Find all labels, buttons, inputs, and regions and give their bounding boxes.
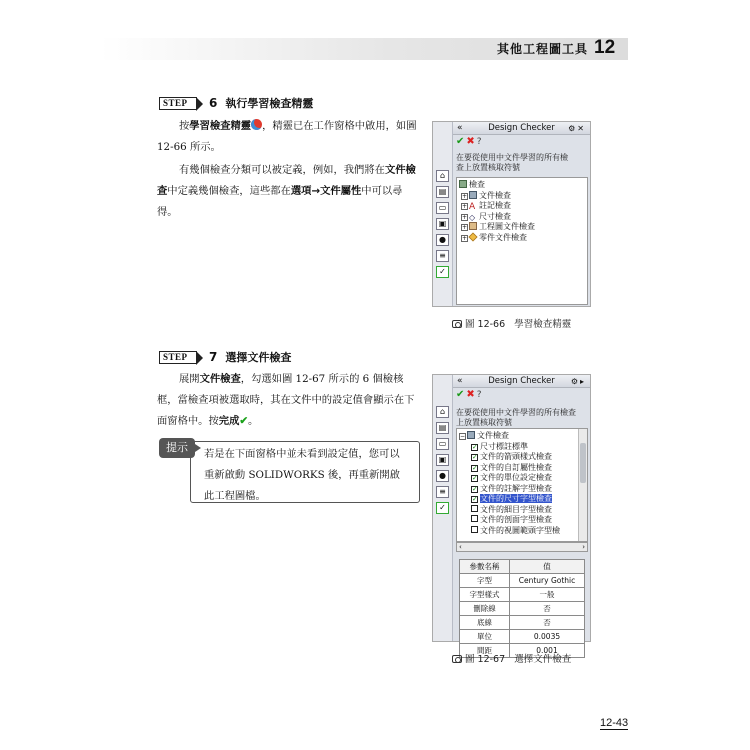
check-item[interactable]	[459, 463, 585, 474]
table-row	[460, 616, 585, 630]
page-number: 12-43	[600, 717, 629, 729]
folder-icon[interactable]: ▭	[436, 202, 449, 214]
table-row	[460, 588, 585, 602]
properties-icon[interactable]: ≡	[436, 486, 449, 498]
panel-titlebar	[453, 122, 590, 135]
checkbox-unchecked[interactable]	[471, 515, 478, 522]
check-item[interactable]	[459, 494, 585, 505]
panel-title: Design Checker	[488, 123, 555, 133]
step-6-paragraph-2	[157, 160, 420, 223]
appearance-icon[interactable]: ●	[436, 470, 449, 482]
scroll-left-icon[interactable]: ‹	[459, 543, 462, 551]
step-7-paragraph	[157, 369, 420, 432]
tip-label: 提示	[159, 438, 195, 458]
chapter-number: 12	[594, 37, 616, 58]
ok-check-icon: ✔	[239, 415, 249, 427]
panel-body	[453, 135, 590, 306]
cancel-icon[interactable]: ✖	[466, 136, 477, 147]
side-tabs	[433, 122, 453, 306]
tree-root-label: 檢查	[469, 180, 485, 189]
pin-icon[interactable]: ⚙✕	[568, 124, 586, 133]
parts-icon[interactable]: ▤	[436, 186, 449, 198]
param-name-cell: 字型	[460, 574, 510, 588]
chapter-title: 其他工程圖工具	[496, 42, 588, 56]
scrollbar-thumb[interactable]	[580, 443, 586, 483]
parts-icon[interactable]: ▤	[436, 422, 449, 434]
step-badge: STEP	[159, 97, 197, 110]
panel-body	[453, 388, 590, 655]
design-checker-icon	[251, 119, 262, 130]
emphasis: 選項→文件屬性	[290, 185, 362, 197]
instruction-message: 在要從使用中文件學習的所有檢查上放置核取符號	[456, 408, 576, 427]
home-icon[interactable]: ⌂	[436, 170, 449, 182]
step-badge: STEP	[159, 351, 197, 364]
home-icon[interactable]: ⌂	[436, 406, 449, 418]
text-run: 展開	[179, 373, 200, 385]
design-checker-tab-icon[interactable]: ✓	[436, 266, 449, 278]
checkbox-checked[interactable]: ✓	[472, 442, 478, 451]
step-6-heading	[159, 95, 313, 111]
tree-item-label: 零件文件檢查	[479, 232, 527, 242]
check-tree[interactable]	[456, 428, 588, 542]
figure-caption-12-67	[452, 651, 571, 665]
expand-icon[interactable]: +	[462, 192, 468, 200]
library-icon[interactable]: ▣	[436, 218, 449, 230]
pin-icon[interactable]: ⚙▸	[570, 377, 586, 386]
checkbox-unchecked[interactable]	[471, 505, 478, 512]
parameter-table	[459, 559, 585, 658]
tree-item-label: 文件檢查	[479, 190, 511, 200]
instruction-message: 在要從使用中文件學習的所有檢查上放置核取符號	[456, 153, 568, 172]
action-buttons	[456, 136, 484, 147]
checkbox-checked[interactable]: ✓	[472, 463, 478, 472]
param-value-cell: Century Gothic	[510, 574, 585, 588]
expand-icon[interactable]: +	[462, 213, 468, 221]
check-item[interactable]	[459, 473, 585, 484]
parameter-rows	[460, 574, 585, 658]
help-icon[interactable]: ?	[476, 390, 484, 400]
check-item[interactable]	[459, 515, 585, 526]
tree-root[interactable]	[459, 431, 585, 442]
check-item[interactable]	[459, 452, 585, 463]
design-checker-tab-icon[interactable]: ✓	[436, 502, 449, 514]
collapse-node-icon[interactable]: −	[460, 433, 466, 440]
param-value-cell: 一般	[510, 588, 585, 602]
appearance-icon[interactable]: ●	[436, 234, 449, 246]
tree-scrollbar[interactable]	[578, 429, 587, 541]
column-header: 參數名稱	[460, 560, 510, 574]
help-icon[interactable]: ?	[476, 137, 484, 147]
tree-root[interactable]	[459, 180, 585, 191]
column-header: 值	[510, 560, 585, 574]
part-icon	[468, 232, 477, 241]
emphasis: 完成	[218, 415, 240, 427]
figure-caption-12-66	[452, 316, 571, 330]
tip-box: 若是在下面窗格中並未看到設定值，您可以重新啟動 SOLIDWORKS 後，再重新開啟此工程圖檔。	[190, 441, 420, 503]
step-title: 執行學習檢查精靈	[225, 97, 314, 110]
expand-icon[interactable]: +	[462, 203, 468, 210]
check-item-label: 尺寸標註標準	[480, 441, 528, 451]
scroll-right-icon[interactable]: ›	[582, 543, 585, 551]
expand-icon[interactable]: +	[462, 234, 468, 242]
figure-title: 選擇文件檢查	[514, 654, 572, 665]
check-tree[interactable]	[456, 177, 588, 305]
text-run: ，勾選如圖 12-67 所示的 6 個檢核框，當檢查項被選取時，其在文件中的設定值會顯示在下面窗格中。按	[157, 373, 415, 427]
tree-item[interactable]	[459, 222, 585, 233]
emphasis: 文件檢查	[157, 164, 416, 197]
param-name-cell: 單位	[460, 630, 510, 644]
ok-icon[interactable]: ✔	[456, 389, 467, 400]
step-7-heading	[159, 349, 291, 365]
param-name-cell: 底線	[460, 616, 510, 630]
text-run: 按	[179, 120, 190, 132]
drawing-icon	[469, 222, 477, 230]
checkbox-checked[interactable]: ✓	[472, 495, 478, 503]
side-tabs	[433, 375, 453, 641]
table-row	[460, 630, 585, 644]
tree-item-label: 工程圖文件檢查	[479, 222, 535, 231]
tree-root-label: 文件檢查	[477, 431, 509, 440]
collapse-icon[interactable]: «	[457, 376, 463, 386]
figure-number: 圖 12-67	[465, 654, 506, 665]
tree-items	[459, 442, 585, 537]
param-name-cell: 刪除線	[460, 602, 510, 616]
camera-icon	[452, 320, 462, 328]
design-checker-panel-1	[432, 121, 591, 307]
step-6-paragraph-1	[157, 116, 420, 158]
expand-icon[interactable]: +	[462, 224, 468, 231]
check-item-label: 文件的單位設定檢查	[480, 473, 552, 482]
tree-item[interactable]	[459, 191, 585, 202]
checkbox-unchecked[interactable]	[471, 526, 478, 533]
folder-icon[interactable]: ▭	[436, 438, 449, 450]
tree-item[interactable]	[459, 233, 585, 244]
document-icon	[467, 431, 475, 439]
tree-item[interactable]	[459, 212, 585, 223]
param-value-cell: 否	[510, 602, 585, 616]
document-icon	[469, 191, 477, 199]
folder-icon	[459, 180, 467, 188]
table-row	[460, 602, 585, 616]
checkbox-checked[interactable]: ✓	[472, 453, 478, 461]
param-value-cell: 否	[510, 616, 585, 630]
text-run: 中定義幾個檢查，這些都在	[167, 185, 291, 197]
design-checker-panel-2	[432, 374, 591, 655]
horizontal-scrollbar[interactable]	[456, 542, 588, 552]
param-value-cell: 0.0035	[510, 630, 585, 644]
wizard-name: 學習檢查精靈	[189, 120, 252, 132]
tree-item-label: 註記檢查	[479, 201, 511, 210]
step-number: 7	[209, 350, 218, 364]
text-run: 中可以尋得。	[157, 185, 403, 218]
cancel-icon[interactable]: ✖	[466, 389, 477, 400]
check-item[interactable]	[459, 505, 585, 516]
ok-icon[interactable]: ✔	[456, 136, 467, 147]
check-item-label: 文件的自訂屬性檢查	[480, 462, 552, 472]
library-icon[interactable]: ▣	[436, 454, 449, 466]
check-item[interactable]	[459, 526, 585, 537]
param-value-cell: 0.001	[510, 644, 585, 658]
check-item-label: 文件的箭頭樣式檢查	[480, 452, 552, 461]
check-item-label: 文件的註解字型檢查	[480, 483, 552, 493]
step-title: 選擇文件檢查	[225, 351, 292, 364]
table-row	[460, 574, 585, 588]
step-number: 6	[209, 96, 218, 110]
figure-title: 學習檢查精靈	[514, 319, 572, 330]
tree-item-label: 尺寸檢查	[479, 211, 511, 221]
panel-title: Design Checker	[488, 376, 555, 386]
panel-titlebar	[453, 375, 590, 388]
text-run: 。	[248, 415, 259, 427]
text-run: ，精靈已在工作窗格中啟用，如圖 12-66 所示。	[157, 120, 417, 153]
check-item-label: 文件的剖面字型檢查	[480, 515, 552, 524]
param-name-cell: 間距	[460, 644, 510, 658]
collapse-icon[interactable]: «	[457, 123, 463, 133]
tree-item[interactable]	[459, 201, 585, 212]
check-item-label: 文件的尺寸字型檢查	[480, 494, 552, 503]
check-item[interactable]	[459, 442, 585, 453]
figure-number: 圖 12-66	[465, 319, 506, 330]
checkbox-checked[interactable]: ✓	[472, 484, 478, 493]
checkbox-checked[interactable]: ✓	[472, 474, 478, 482]
check-item[interactable]	[459, 484, 585, 495]
properties-icon[interactable]: ≡	[436, 250, 449, 262]
annotation-icon: A	[469, 202, 476, 212]
camera-icon	[452, 655, 462, 663]
action-buttons	[456, 389, 484, 400]
check-item-label: 文件的細目字型檢查	[480, 504, 552, 514]
text-run: 有幾個檢查分類可以被定義，例如，我們將在	[179, 164, 385, 176]
check-item-label: 文件的視圖範頭字型檢	[480, 525, 560, 535]
param-name-cell: 字型樣式	[460, 588, 510, 602]
emphasis: 文件檢查	[199, 373, 241, 385]
dimension-icon: ◇	[469, 212, 476, 222]
